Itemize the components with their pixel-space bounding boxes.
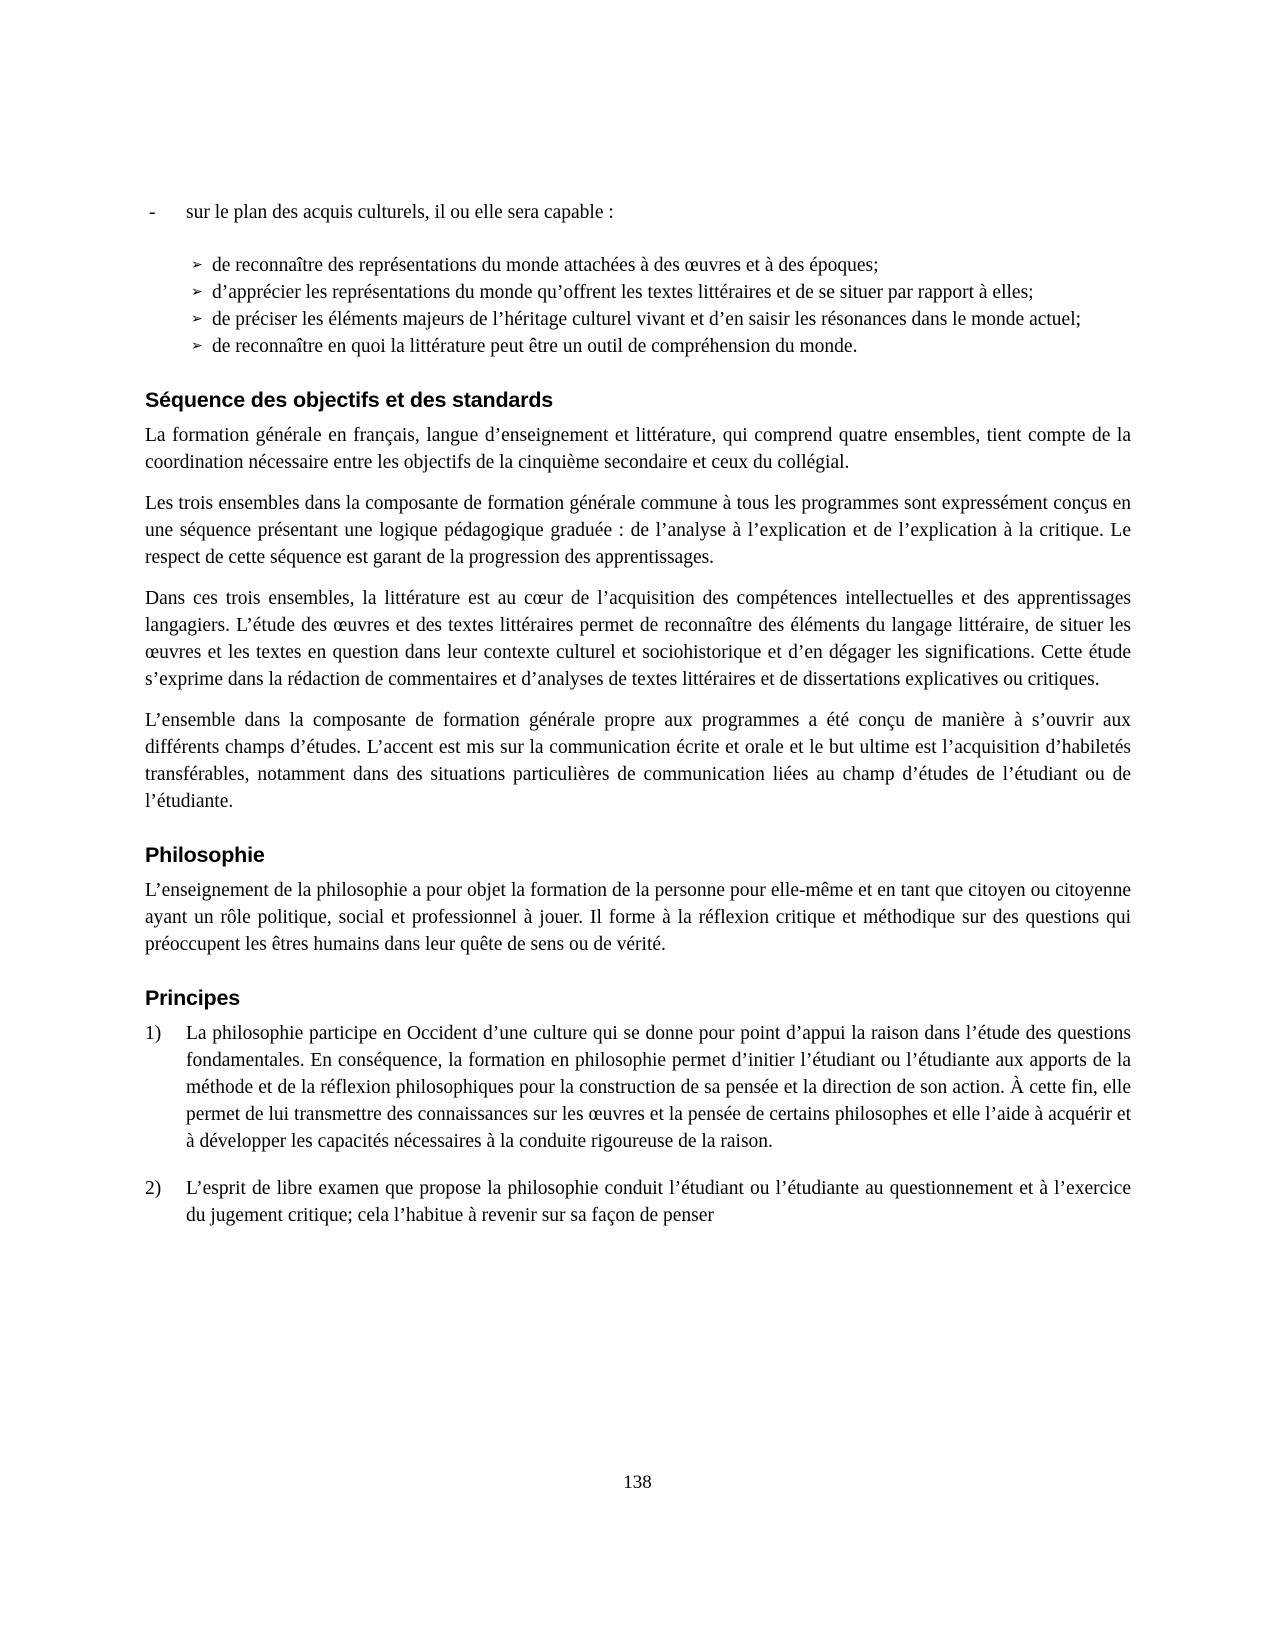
intro-text: sur le plan des acquis culturels, il ou elle sera capable : [186,202,614,223]
paragraph: Les trois ensembles dans la composante de formation générale commune à tous les programmes sont expressément conçus en une séquence présentant une logique pédagogique graduée : de l’analyse à l’explication et de l’explication à la critique. Le respect de cette séquence est garant de la progression des apprentissages. [145,493,1131,568]
number-marker: 2) [145,1178,162,1199]
section-heading-philosophie: Philosophie [145,843,265,867]
page-content [145,199,1131,1249]
numbered-item [145,1175,1131,1229]
bullet-item-text: de reconnaître des représentations du monde attachées à des œuvres et à des époques; [212,255,879,276]
bullet-indent [145,333,191,360]
bullet-indent [145,306,191,333]
section-heading-sequence: Séquence des objectifs et des standards [145,388,554,412]
page-number: 138 [623,1472,652,1493]
numbered-item-text: L’esprit de libre examen que propose la philosophie conduit l’étudiant ou l’étudiante au questionnement et à l’exercice du jugement critique; cela l’habitue à revenir sur sa façon de penser [186,1178,1131,1226]
bullet-item-text: d’apprécier les représentations du monde qu’offrent les textes littéraires et de se situer par rapport à elles; [212,282,1034,303]
arrow-bullet-icon: ➢ [191,338,203,354]
list-item [145,306,1131,333]
intro-list-lead [145,199,1131,226]
numbered-item [145,1020,1131,1155]
numbered-item-text: La philosophie participe en Occident d’une culture qui se donne pour point d’appui la raison dans l’étude des questions fondamentales. En conséquence, la formation en philosophie permet d’initier l’étudiant ou l’étudiante aux apports de la méthode et de la réflexion philosophiques pour la construction de sa pensée et la direction de son action. À cette fin, elle permet de lui transmettre des connaissances sur les œuvres et la pensée de certains philosophes et elle l’aide à acquérir et à développer les capacités nécessaires à la conduite rigoureuse de la raison. [186,1023,1131,1152]
arrow-bullet-icon: ➢ [191,257,203,273]
arrow-bullet-icon: ➢ [191,284,203,300]
paragraph: La formation générale en français, langue d’enseignement et littérature, qui comprend quatre ensembles, tient compte de la coordination nécessaire entre les objectifs de la cinquième secondaire et ceux du collégial. [145,425,1131,473]
number-marker: 1) [145,1023,162,1044]
arrow-bullet-icon: ➢ [191,311,203,327]
list-item [145,252,1131,279]
bullet-item-text: de préciser les éléments majeurs de l’héritage culturel vivant et d’en saisir les résonances dans le monde actuel; [212,309,1082,330]
bullet-item-text: de reconnaître en quoi la littérature peut être un outil de compréhension du monde. [212,336,858,357]
list-item [145,333,1131,360]
bullet-indent [145,252,191,279]
dash-marker: - [149,202,156,223]
bullet-list [145,252,1131,360]
section-heading-principes: Principes [145,986,240,1010]
list-item [145,279,1131,306]
paragraph: L’enseignement de la philosophie a pour objet la formation de la personne pour elle-même et en tant que citoyen ou citoyenne ayant un rôle politique, social et professionnel à jouer. Il forme à la réflexion critique et méthodique sur des questions qui préoccupent les êtres humains dans leur quête de sens ou de vérité. [145,880,1131,955]
paragraph: Dans ces trois ensembles, la littérature est au cœur de l’acquisition des compétences intellectuelles et des apprentissages langagiers. L’étude des œuvres et des textes littéraires permet de reconnaître des éléments du langage littéraire, de situer les œuvres et les textes en question dans leur contexte culturel et sociohistorique et d’en dégager les significations. Cette étude s’exprime dans la rédaction de commentaires et d’analyses de textes littéraires et de dissertations explicatives ou critiques. [145,588,1131,690]
paragraph: L’ensemble dans la composante de formation générale propre aux programmes a été conçu de manière à s’ouvrir aux différents champs d’études. L’accent est mis sur la communication écrite et orale et le but ultime est l’acquisition d’habiletés transférables, notamment dans des situations particulières de communication liées au champ d’études de l’étudiant ou de l’étudiante. [145,710,1131,812]
bullet-indent [145,279,191,306]
